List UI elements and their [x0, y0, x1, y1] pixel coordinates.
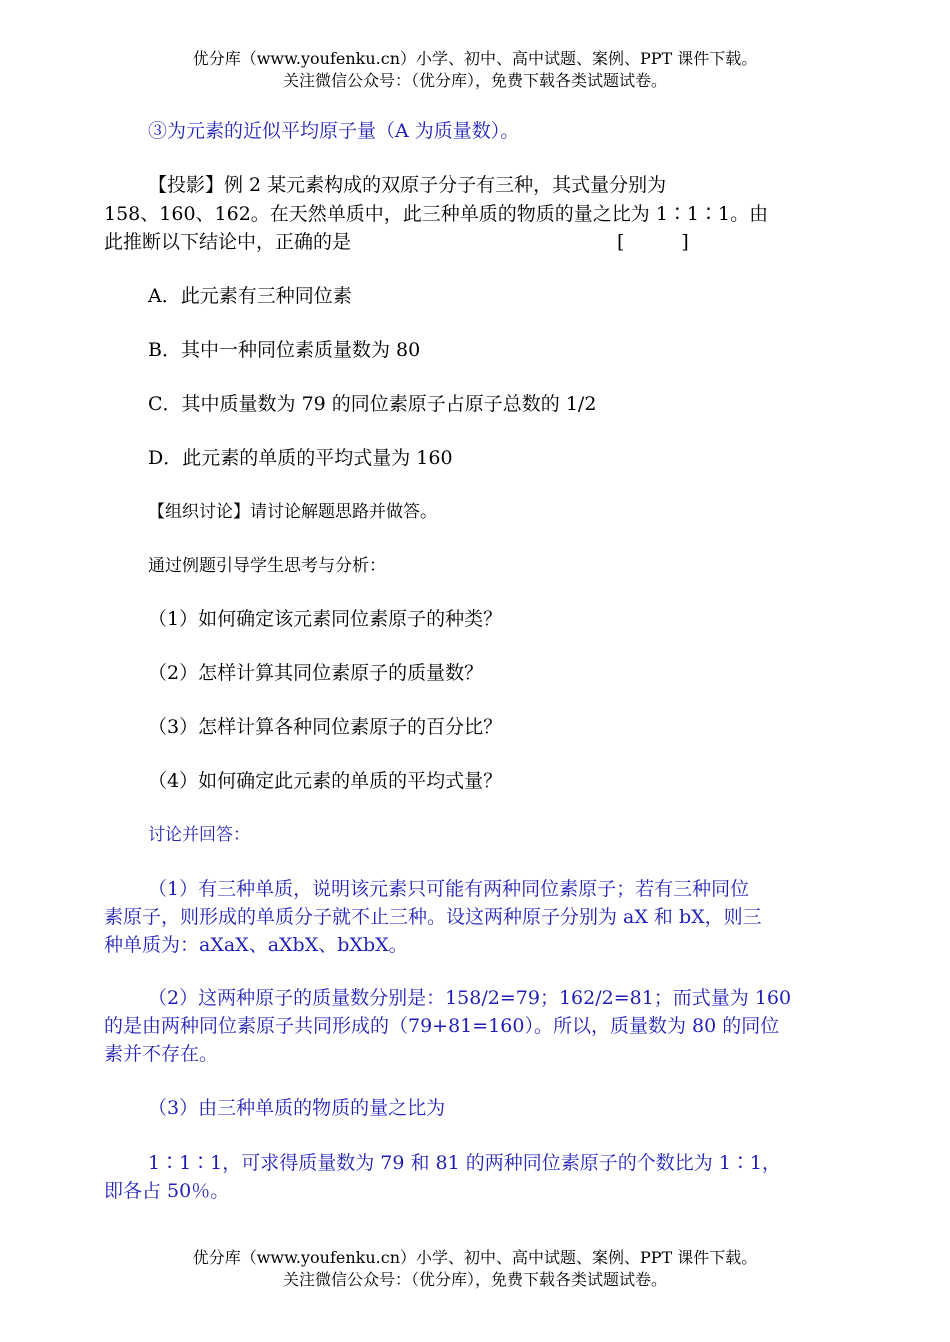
answer-3-line-1: （3）由三种单质的物质的量之比为 — [148, 1097, 446, 1119]
option-c: C．其中质量数为 79 的同位素原子占原子总数的 1/2 — [148, 393, 597, 415]
option-d: D．此元素的单质的平均式量为 160 — [148, 447, 453, 469]
answer-3-line-3: 即各占 50％。 — [104, 1180, 230, 1202]
answer-1-line-1: （1）有三种单质，说明该元素只可能有两种同位素原子；若有三种同位 — [148, 878, 750, 900]
example-line-1: 【投影】例 2 某元素构成的双原子分子有三种，其式量分别为 — [148, 174, 667, 196]
answer-title: 讨论并回答： — [148, 825, 250, 845]
answer-1-line-3: 种单质为：aXaX、aXbX、bXbX。 — [104, 934, 408, 956]
answer-3-line-2: 1∶1∶1，可求得质量数为 79 和 81 的两种同位素原子的个数比为 1∶1， — [148, 1152, 781, 1174]
question-2: （2）怎样计算其同位素原子的质量数？ — [148, 662, 484, 684]
example-line-2: 158、160、162。在天然单质中，此三种单质的物质的量之比为 1∶1∶1。由 — [104, 203, 769, 225]
answer-2-line-3: 素并不存在。 — [104, 1043, 219, 1065]
example-line-3: 此推断以下结论中，正确的是 — [104, 231, 352, 253]
header-line-1: 优分库（www.youfenku.cn）小学、初中、高中试题、案例、PPT 课件下载。 — [192, 49, 758, 68]
question-1: （1）如何确定该元素同位素原子的种类？ — [148, 608, 503, 630]
footer-line-1: 优分库（www.youfenku.cn）小学、初中、高中试题、案例、PPT 课件下载。 — [192, 1248, 758, 1267]
guide-text: 通过例题引导学生思考与分析： — [148, 556, 386, 576]
discussion-prompt: 【组织讨论】请讨论解题思路并做答。 — [148, 502, 437, 522]
answer-1-line-2: 素原子，则形成的单质分子就不止三种。设这两种原子分别为 aX 和 bX，则三 — [104, 906, 762, 928]
answer-2-line-1: （2）这两种原子的质量数分别是：158/2=79；162/2=81；而式量为 160 — [148, 987, 792, 1009]
answer-bracket: [ ] — [617, 231, 689, 253]
header-line-2: 关注微信公众号：（优分库），免费下载各类试题试卷。 — [282, 71, 667, 90]
question-3: （3）怎样计算各种同位素原子的百分比？ — [148, 716, 503, 738]
footer-line-2: 关注微信公众号：（优分库），免费下载各类试题试卷。 — [282, 1270, 667, 1289]
question-4: （4）如何确定此元素的单质的平均式量？ — [148, 770, 503, 792]
option-a: A．此元素有三种同位素 — [148, 285, 352, 307]
option-b: B．其中一种同位素质量数为 80 — [148, 339, 421, 361]
note-average-atomic-mass: ③为元素的近似平均原子量（A 为质量数）。 — [148, 120, 520, 142]
answer-2-line-2: 的是由两种同位素原子共同形成的（79+81=160）。所以，质量数为 80 的同位 — [104, 1015, 780, 1037]
